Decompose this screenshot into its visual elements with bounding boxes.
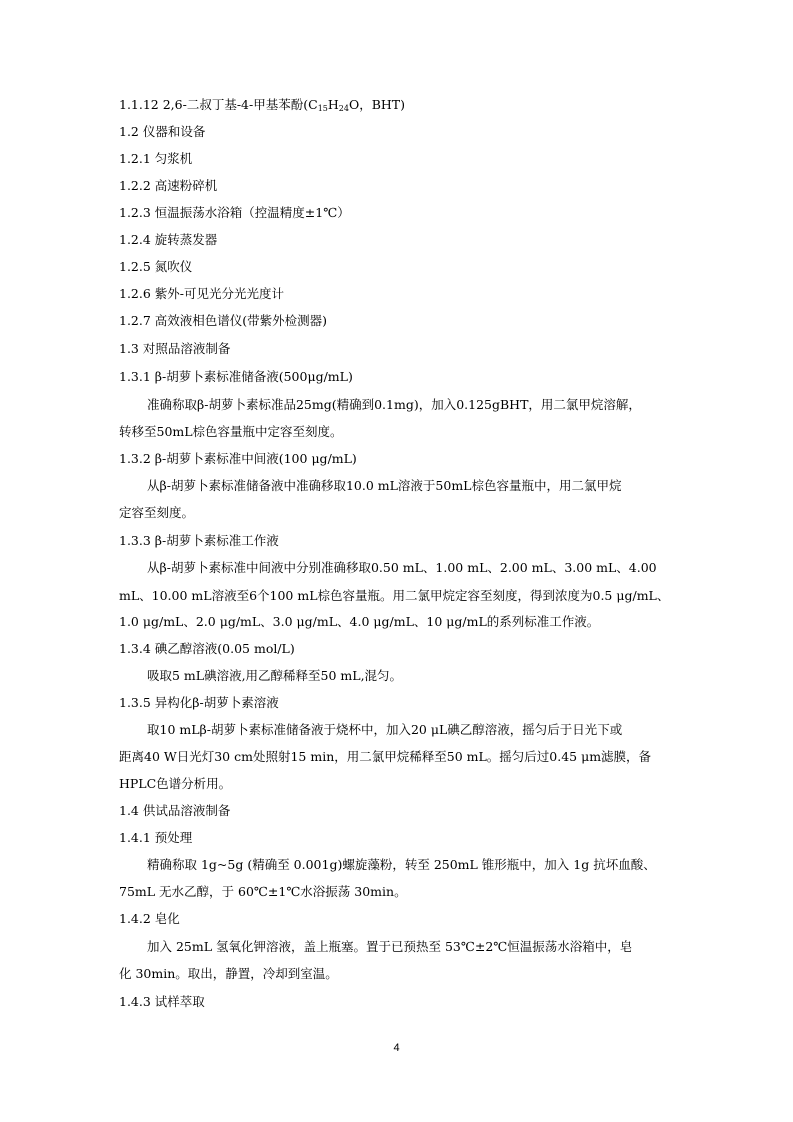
- paragraph-line: 定容至刻度。: [119, 505, 195, 520]
- paragraph-line: mL、10.00 mL溶液至6个100 mL棕色容量瓶。用二氯甲烷定容至刻度，得到浓度为0.5 μg/mL、: [119, 588, 670, 603]
- text-run: 1.1.12 2,6-二叔丁基-4-甲基苯酚(C: [119, 97, 318, 112]
- paragraph-line: 取10 mLβ-胡萝卜素标准储备液于烧杯中，加入20 μL碘乙醇溶液，摇匀后于日光下或: [147, 722, 623, 737]
- paragraph-line: 加入 25mL 氢氧化钾溶液，盖上瓶塞。置于已预热至 53℃±2℃恒温振荡水浴箱中，皂: [147, 939, 633, 954]
- reagent-line-bht: [119, 97, 405, 113]
- section-heading: 1.4 供试品溶液制备: [119, 803, 231, 818]
- list-item: 1.2.7 高效液相色谱仪(带紫外检测器): [119, 313, 328, 328]
- paragraph-line: 准确称取β-胡萝卜素标准品25mg(精确到0.1mg)，加入0.125gBHT，用二氯甲烷溶解，: [147, 397, 641, 412]
- paragraph-line: 从β-胡萝卜素标准中间液中分别准确移取0.50 mL、1.00 mL、2.00 mL、3.00 mL、4.00: [147, 560, 657, 575]
- subscript: 24: [338, 104, 349, 113]
- paragraph-line: 转移至50mL棕色容量瓶中定容至刻度。: [119, 424, 343, 439]
- section-heading: 1.2 仪器和设备: [119, 124, 206, 139]
- subsection-heading: 1.4.2 皂化: [119, 911, 180, 926]
- subsection-heading: 1.4.3 试样萃取: [119, 994, 205, 1009]
- subsection-heading: 1.4.1 预处理: [119, 830, 193, 845]
- paragraph-line: 75mL 无水乙醇，于 60℃±1℃水浴振荡 30min。: [119, 884, 407, 899]
- page-number: 4: [393, 1042, 400, 1054]
- subscript: 15: [317, 104, 328, 113]
- subsection-heading: 1.3.1 β-胡萝卜素标准储备液(500μg/mL): [119, 369, 353, 384]
- list-item: 1.2.6 紫外-可见光分光光度计: [119, 286, 285, 301]
- paragraph-line: 从β-胡萝卜素标准储备液中准确移取10.0 mL溶液于50mL棕色容量瓶中，用二氯甲烷: [147, 478, 622, 493]
- paragraph-line: 距离40 W日光灯30 cm处照射15 min，用二氯甲烷稀释至50 mL。摇匀后过0.45 μm滤膜，备: [119, 749, 652, 764]
- paragraph-line: 精确称取 1g~5g (精确至 0.001g)螺旋藻粉，转至 250mL 锥形瓶中，加入 1g 抗坏血酸、: [147, 857, 656, 872]
- list-item: 1.2.3 恒温振荡水浴箱（控温精度±1℃）: [119, 205, 350, 220]
- list-item: 1.2.1 匀浆机: [119, 151, 193, 166]
- list-item: 1.2.2 高速粉碎机: [119, 178, 218, 193]
- paragraph-line: 化 30min。取出，静置，冷却到室温。: [119, 966, 338, 981]
- subsection-heading: 1.3.5 异构化β-胡萝卜素溶液: [119, 695, 279, 710]
- subsection-heading: 1.3.3 β-胡萝卜素标准工作液: [119, 533, 279, 548]
- subsection-heading: 1.3.2 β-胡萝卜素标准中间液(100 μg/mL): [119, 451, 357, 466]
- text-run: O，BHT): [348, 97, 406, 112]
- list-item: 1.2.4 旋转蒸发器: [119, 232, 218, 247]
- paragraph-line: 吸取5 mL碘溶液,用乙醇稀释至50 mL,混匀。: [147, 668, 403, 683]
- paragraph-line: 1.0 μg/mL、2.0 μg/mL、3.0 μg/mL、4.0 μg/mL、10 μg/mL的系列标准工作液。: [119, 614, 600, 629]
- list-item: 1.2.5 氮吹仪: [119, 259, 193, 274]
- paragraph-line: HPLC色谱分析用。: [119, 776, 232, 791]
- subsection-heading: 1.3.4 碘乙醇溶液(0.05 mol/L): [119, 641, 295, 656]
- text-run: H: [327, 97, 339, 112]
- section-heading: 1.3 对照品溶液制备: [119, 341, 231, 356]
